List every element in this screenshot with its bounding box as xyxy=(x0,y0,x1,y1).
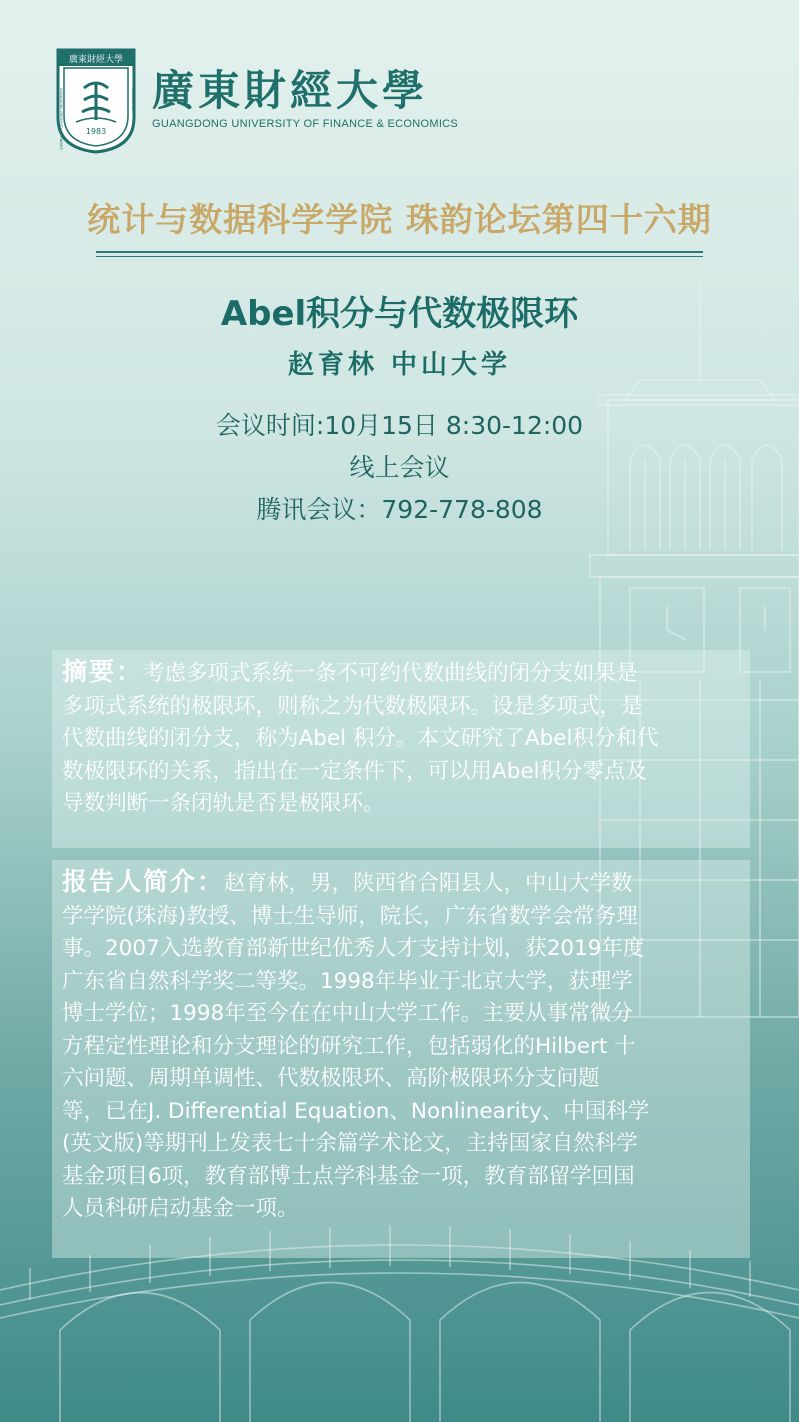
abstract-panel xyxy=(52,650,750,848)
seal-top-text: 廣東財經大學 xyxy=(68,55,124,65)
abstract-text xyxy=(62,656,740,821)
forum-title: 统计与数据科学学院 珠韵论坛第四十六期 xyxy=(87,200,712,239)
speaker-bio-panel xyxy=(52,860,750,1258)
bio-line-8: 等，已在J. Differential Equation、Nonlinearity、中国科学 xyxy=(62,1098,650,1124)
university-name-chinese: 廣東財經大學 xyxy=(152,66,429,115)
abstract-line-1: 摘要：考虑多项式系统一条不可约代数曲线的闭分支如果是 xyxy=(62,657,638,686)
talk-title: Abel积分与代数极限环 xyxy=(220,294,579,334)
abstract-line-3: 代数曲线的闭分支，称为Abel 积分。本文研究了Abel积分和代 xyxy=(62,726,659,751)
abstract-line-5: 导数判断一条闭轨是否是极限环。 xyxy=(62,791,385,816)
divider-line-thin xyxy=(96,256,703,257)
speaker-affiliation: 赵育林 中山大学 xyxy=(287,350,512,380)
seal-year: 1983 xyxy=(85,127,107,136)
bio-line-5: 博士学位；1998年至今在在中山大学工作。主要从事常微分 xyxy=(62,1001,633,1026)
bio-line-10: 基金项目6项，教育部博士点学科基金一项，教育部留学回国 xyxy=(62,1163,635,1189)
university-seal-logo xyxy=(54,48,138,154)
bio-text xyxy=(62,866,740,1226)
abstract-label: 摘要： xyxy=(62,657,144,686)
divider-line xyxy=(96,251,703,253)
meeting-time: 会议时间:10月15日 8:30-12:00 xyxy=(215,411,584,440)
bio-line-3: 事。2007入选教育部新世纪优秀人才支持计划，获2019年度 xyxy=(62,936,645,961)
seal-ring-right: & ECONOMICS xyxy=(131,88,135,112)
bio-line-11: 人员科研启动基金一项。 xyxy=(62,1196,299,1221)
tencent-meeting-id: 腾讯会议：792-778-808 xyxy=(256,495,543,524)
bio-label: 报告人简介： xyxy=(62,867,225,896)
bio-line-4: 广东省自然科学奖二等奖。1998年毕业于北京大学，获理学 xyxy=(62,968,633,994)
meeting-mode: 线上会议 xyxy=(349,453,450,482)
bio-line-9: (英文版)等期刊上发表七十余篇学术论文，主持国家自然科学 xyxy=(62,1131,638,1156)
bio-line-6: 方程定性理论和分支理论的研究工作，包括弱化的Hilbert 十 xyxy=(62,1033,636,1059)
bio-line-2: 学学院(珠海)教授、博士生导师，院长，广东省数学会常务理 xyxy=(62,903,638,929)
seal-ring-left: GUANGDONG UNIVERSITY OF FINANCE xyxy=(59,88,63,150)
bio-line-7: 六问题、周期单调性、代数极限环、高阶极限环分支问题 xyxy=(62,1066,600,1091)
bio-line-1: 报告人简介：赵育林，男，陕西省合阳县人，中山大学数 xyxy=(62,867,633,896)
abstract-line-4: 数极限环的关系，指出在一定条件下，可以用Abel积分零点及 xyxy=(62,758,648,784)
university-name-english: GUANGDONG UNIVERSITY OF FINANCE & ECONOMICS xyxy=(152,118,459,130)
abstract-line-2: 多项式系统的极限环，则称之为代数极限环。设是多项式，是 xyxy=(62,693,643,719)
